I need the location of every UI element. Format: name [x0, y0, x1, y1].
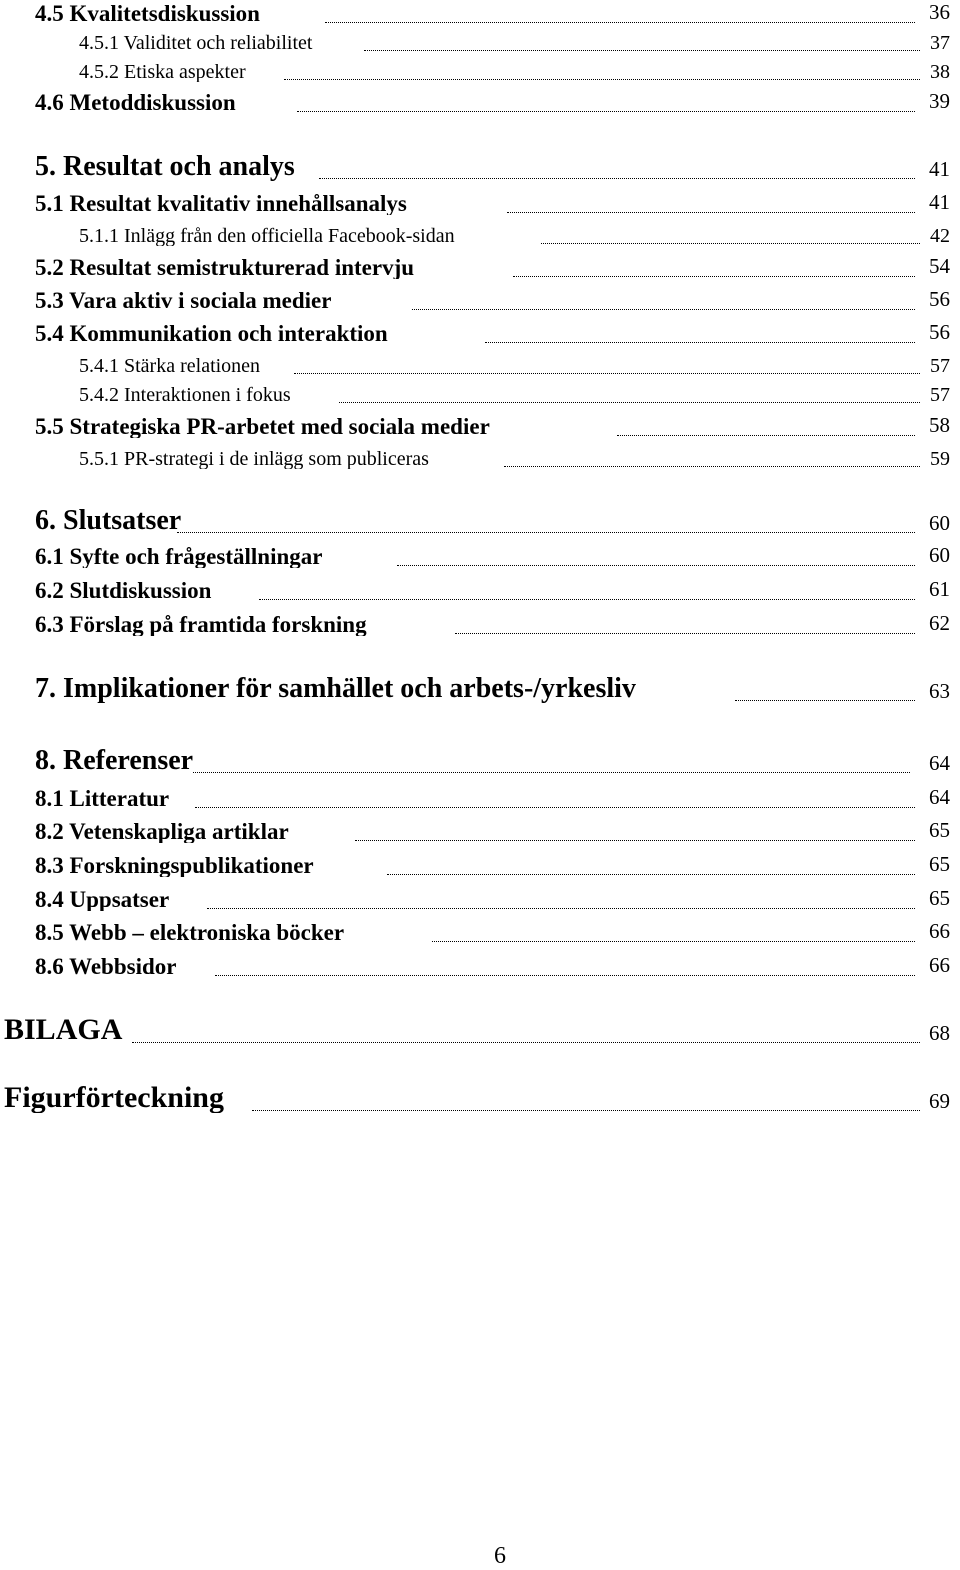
toc-entry-number: 5.3	[35, 289, 64, 312]
toc-entry-label	[35, 507, 181, 535]
toc-entry-page: 65	[929, 888, 950, 910]
toc-entry[interactable]	[35, 888, 950, 911]
toc-entry[interactable]	[35, 2, 950, 25]
toc-entry-number: 6.	[35, 507, 56, 535]
toc-entry[interactable]	[79, 226, 950, 246]
toc-leader-dots	[132, 1042, 920, 1043]
toc-entry[interactable]	[79, 449, 950, 469]
toc-entry-title: PR-strategi i de inlägg som publiceras	[124, 449, 429, 469]
toc-entry-number: 5.1.1	[79, 226, 119, 246]
toc-entry-label	[35, 888, 169, 911]
toc-leader-dots	[455, 633, 915, 634]
toc-entry[interactable]	[35, 854, 950, 877]
toc-entry-label	[79, 385, 291, 405]
toc-entry[interactable]	[35, 787, 950, 810]
toc-entry-number: 5.4.2	[79, 385, 119, 405]
toc-entry-title: Vara aktiv i sociala medier	[69, 289, 332, 312]
toc-entry-title: Förslag på framtida forskning	[69, 613, 367, 636]
toc-entry-number: 6.2	[35, 579, 64, 602]
toc-entry-title: Webb – elektroniska böcker	[69, 921, 345, 944]
toc-entry-title: Metoddiskussion	[69, 91, 236, 114]
toc-entry-page: 39	[929, 91, 950, 113]
toc-leader-dots	[507, 212, 915, 213]
toc-entry-page: 56	[929, 289, 950, 311]
toc-entry-title: Inlägg från den officiella Facebook-sidan	[124, 226, 455, 246]
toc-entry[interactable]	[35, 289, 950, 312]
toc-entry-number: 8.2	[35, 820, 64, 843]
toc-entry[interactable]	[35, 921, 950, 944]
page-number: 6	[494, 1543, 506, 1569]
toc-entry-page: 66	[929, 955, 950, 977]
toc-entry-label	[35, 2, 260, 25]
toc-entry-label	[35, 289, 331, 312]
toc-entry-label	[79, 449, 429, 469]
toc-entry[interactable]	[35, 613, 950, 636]
toc-entry-number: 5.	[35, 153, 56, 181]
toc-leader-dots	[432, 941, 915, 942]
toc-entry-page: 41	[929, 192, 950, 214]
toc-entry-page: 66	[929, 921, 950, 943]
toc-entry-number: 8.4	[35, 888, 64, 911]
toc-entry-page: 54	[929, 256, 950, 278]
toc-leader-dots	[412, 309, 915, 310]
toc-leader-dots	[252, 1110, 920, 1111]
toc-entry-title: Slutdiskussion	[69, 579, 212, 602]
toc-entry-label	[35, 579, 211, 602]
toc-entry-number: 8.1	[35, 787, 64, 810]
toc-entry-page: 38	[930, 62, 950, 82]
toc-entry-number: 4.6	[35, 91, 64, 114]
toc-entry-title: Webbsidor	[69, 955, 177, 978]
toc-entry-title: Validitet och reliabilitet	[123, 33, 313, 53]
toc-entry-label	[79, 33, 312, 53]
toc-leader-dots	[485, 342, 915, 343]
toc-leader-dots	[215, 975, 915, 976]
toc-entry[interactable]	[35, 91, 950, 114]
toc-entry[interactable]	[35, 675, 950, 703]
toc-entry-title: Forskningspublikationer	[69, 854, 314, 877]
toc-entry-number: 5.5	[35, 415, 64, 438]
toc-entry-page: 57	[930, 385, 950, 405]
toc-leader-dots	[195, 807, 915, 808]
toc-entry-page: 56	[929, 322, 950, 344]
toc-entry[interactable]	[35, 955, 950, 978]
toc-entry-number: 5.4.1	[79, 356, 119, 376]
toc-entry-title: Strategiska PR-arbetet med sociala medier	[69, 415, 490, 438]
toc-leader-dots	[177, 532, 915, 533]
toc-entry-label	[35, 256, 414, 279]
toc-entry-title: Implikationer för samhället och arbets-/yrkesliv	[63, 675, 636, 703]
toc-entry-page: 36	[929, 2, 950, 24]
toc-entry[interactable]	[79, 62, 950, 82]
toc-leader-dots	[355, 840, 915, 841]
toc-leader-dots	[504, 466, 920, 467]
toc-leader-dots	[259, 599, 915, 600]
toc-entry-label	[79, 226, 455, 246]
toc-leader-dots	[284, 79, 920, 80]
toc-leader-dots	[397, 565, 915, 566]
toc-entry-number: 8.6	[35, 955, 64, 978]
toc-entry-title: Litteratur	[69, 787, 170, 810]
toc-leader-dots	[339, 402, 920, 403]
toc-entry-page: 61	[929, 579, 950, 601]
toc-entry-page: 64	[929, 751, 950, 775]
toc-entry-title: Etiska aspekter	[124, 62, 246, 82]
toc-leader-dots	[294, 373, 920, 374]
toc-entry[interactable]	[35, 322, 950, 345]
toc-entry-page: 60	[929, 511, 950, 535]
toc-entry-page: 69	[929, 1089, 950, 1113]
toc-entry-number: 6.3	[35, 613, 64, 636]
toc-entry[interactable]	[35, 153, 950, 181]
toc-entry-label	[35, 675, 636, 703]
toc-entry-number: 7.	[35, 675, 56, 703]
toc-entry-label	[79, 356, 260, 376]
toc-entry-number: 4.5.1	[79, 33, 119, 53]
toc-entry-title: Figurförteckning	[4, 1083, 224, 1113]
toc-entry-label	[35, 322, 388, 345]
toc-entry-number: 8.5	[35, 921, 64, 944]
toc-entry[interactable]	[35, 192, 950, 215]
toc-entry-title: Kvalitetsdiskussion	[69, 2, 260, 25]
toc-leader-dots	[207, 908, 915, 909]
toc-leader-dots	[617, 435, 915, 436]
toc-entry-label	[35, 91, 236, 114]
toc-entry-title: Referenser	[63, 747, 194, 775]
toc-entry-title: Vetenskapliga artiklar	[69, 820, 289, 843]
toc-entry-label	[35, 921, 344, 944]
toc-entry-appendix[interactable]	[4, 1015, 950, 1045]
toc-entry[interactable]	[35, 820, 950, 843]
toc-entry[interactable]	[35, 415, 950, 438]
toc-entry-title: Slutsatser	[63, 507, 182, 535]
toc-entry-label	[35, 192, 407, 215]
toc-entry-page: 68	[929, 1021, 950, 1045]
toc-entry[interactable]	[79, 356, 950, 376]
toc-entry-figure-list[interactable]	[4, 1083, 950, 1113]
toc-entry-number: 5.2	[35, 256, 64, 279]
toc-entry[interactable]	[35, 579, 950, 602]
toc-entry[interactable]	[79, 33, 950, 53]
toc-entry-page: 42	[930, 226, 950, 246]
toc-entry-title: Resultat kvalitativ innehållsanalys	[69, 192, 407, 215]
toc-entry-number: 5.4	[35, 322, 64, 345]
toc-entry-page: 62	[929, 613, 950, 635]
toc-entry-page: 63	[929, 679, 950, 703]
toc-leader-dots	[387, 874, 915, 875]
toc-entry[interactable]	[35, 545, 950, 568]
toc-entry-page: 59	[930, 449, 950, 469]
toc-entry-page: 65	[929, 820, 950, 842]
toc-entry[interactable]	[79, 385, 950, 405]
toc-entry[interactable]	[35, 256, 950, 279]
toc-entry[interactable]	[35, 747, 950, 775]
toc-entry-title: Syfte och frågeställningar	[69, 545, 323, 568]
toc-entry-number: 4.5	[35, 2, 64, 25]
toc-entry-page: 58	[929, 415, 950, 437]
toc-leader-dots	[364, 50, 920, 51]
toc-entry-number: 6.1	[35, 545, 64, 568]
toc-entry[interactable]	[35, 507, 950, 535]
toc-leader-dots	[193, 772, 910, 773]
toc-leader-dots	[735, 700, 915, 701]
toc-entry-label	[35, 153, 295, 181]
toc-entry-page: 41	[929, 157, 950, 181]
toc-entry-title: BILAGA	[4, 1015, 123, 1045]
toc-entry-title: Resultat och analys	[63, 153, 295, 181]
toc-entry-title: Stärka relationen	[124, 356, 261, 376]
toc-entry-page: 64	[929, 787, 950, 809]
toc-entry-label	[35, 747, 193, 775]
toc-leader-dots	[297, 111, 915, 112]
toc-entry-label	[35, 613, 367, 636]
toc-entry-number: 4.5.2	[79, 62, 119, 82]
toc-entry-number: 8.3	[35, 854, 64, 877]
toc-entry-label	[79, 62, 246, 82]
toc-entry-number: 5.5.1	[79, 449, 119, 469]
toc-leader-dots	[513, 276, 915, 277]
toc-entry-label	[35, 787, 169, 810]
toc-entry-page: 65	[929, 854, 950, 876]
toc-entry-page: 60	[929, 545, 950, 567]
toc-entry-label	[35, 955, 176, 978]
toc-entry-title: Kommunikation och interaktion	[69, 322, 388, 345]
toc-entry-label	[35, 545, 322, 568]
toc-leader-dots	[319, 178, 915, 179]
toc-leader-dots	[541, 243, 920, 244]
toc-entry-label	[35, 820, 289, 843]
toc-entry-number: 5.1	[35, 192, 64, 215]
toc-entry-page: 57	[930, 356, 950, 376]
toc-entry-label	[35, 415, 490, 438]
toc-entry-title: Interaktionen i fokus	[124, 385, 291, 405]
toc-entry-number: 8.	[35, 747, 56, 775]
toc-entry-title: Resultat semistrukturerad intervju	[69, 256, 415, 279]
toc-entry-label	[35, 854, 314, 877]
toc-entry-page: 37	[930, 33, 950, 53]
toc-leader-dots	[325, 22, 915, 23]
toc-entry-title: Uppsatser	[69, 888, 170, 911]
